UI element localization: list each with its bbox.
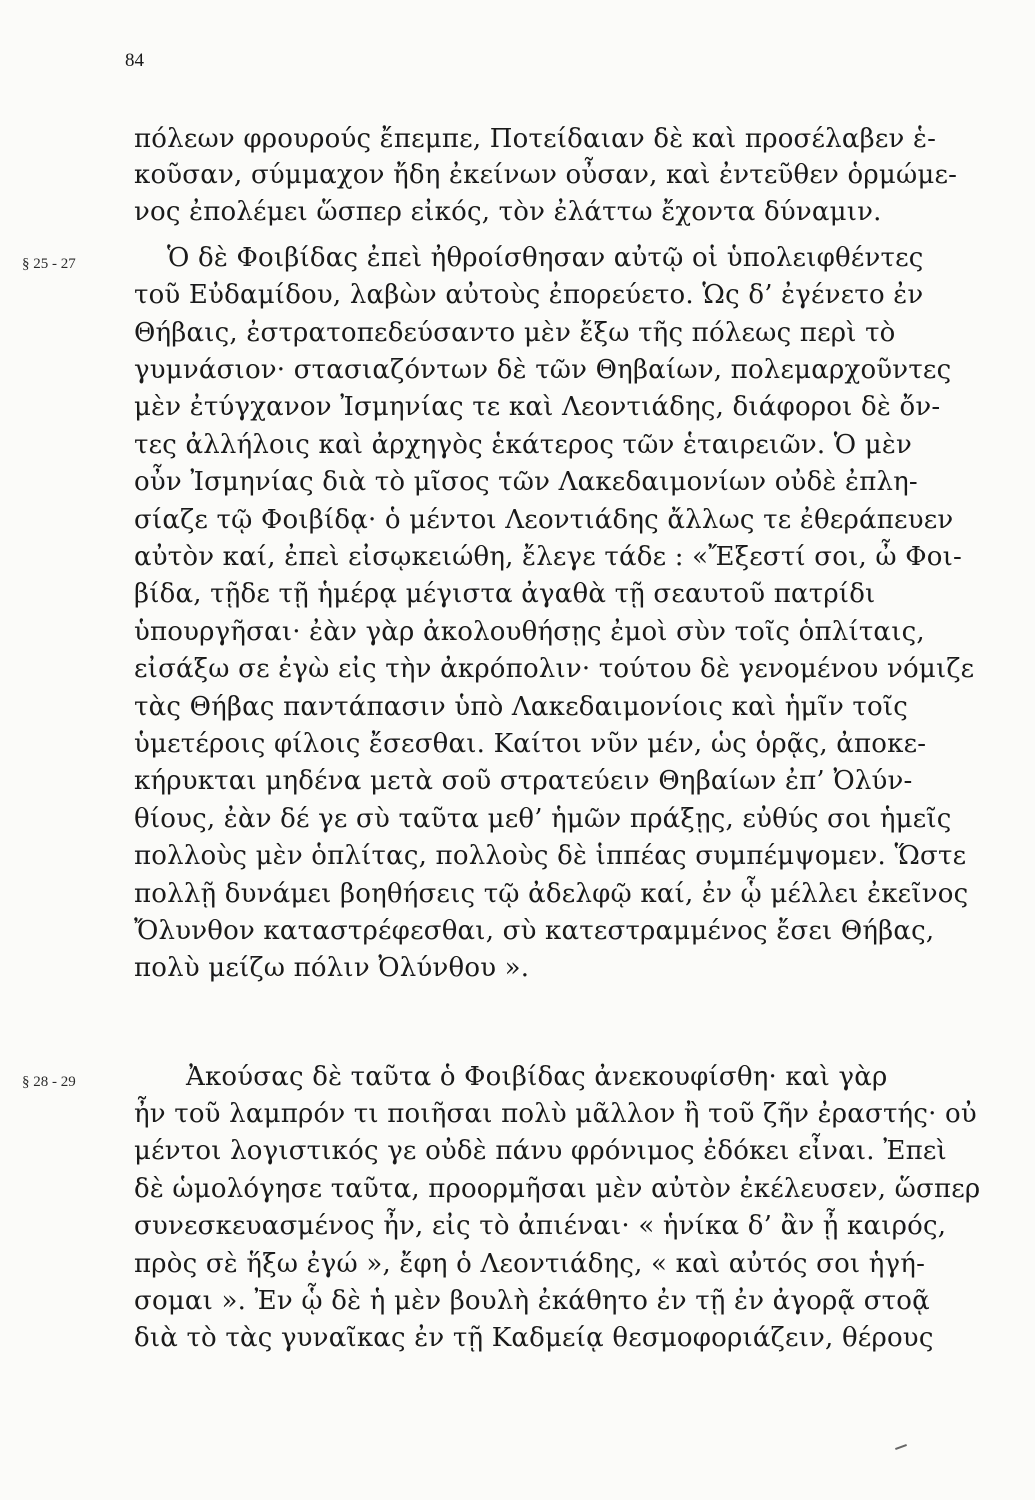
page-number: 84 [125, 50, 144, 71]
text-line: κοῦσαν, σύμμαχον ἤδη ἐκείνων οὖσαν, καὶ ἐντεῦθεν ὁρμώμε- [134, 160, 958, 190]
text-line: μὲν ἐτύγχανον Ἰσμηνίας τε καὶ Λεοντιάδης, διάφοροι δὲ ὄν- [134, 392, 941, 422]
text-line: ἦν τοῦ λαμπρόν τι ποιῆσαι πολὺ μᾶλλον ἢ τοῦ ζῆν ἐραστής· οὐ [134, 1099, 977, 1129]
text-line: πρὸς σὲ ἥξω ἐγώ », ἔφη ὁ Λεοντιάδης, « καὶ αὐτός σοι ἡγή- [134, 1249, 926, 1279]
text-line: οὖν Ἰσμηνίας διὰ τὸ μῖσος τῶν Λακεδαιμονίων οὐδὲ ἐπλη- [134, 467, 918, 497]
text-line: Ὁ δὲ Φοιβίδας ἐπεὶ ἠθροίσθησαν αὐτῷ οἱ ὑπολειφθέντες [167, 243, 924, 273]
text-line: τοῦ Εὐδαμίδου, λαβὼν αὐτοὺς ἐπορεύετο. Ὡς δ’ ἐγένετο ἐν [134, 280, 924, 310]
text-line: Θήβαις, ἐστρατοπεδεύσαντο μὲν ἔξω τῆς πόλεως περὶ τὸ [134, 318, 896, 348]
text-line: Ἀκούσας δὲ ταῦτα ὁ Φοιβίδας ἀνεκουφίσθη· καὶ γὰρ [186, 1062, 888, 1092]
text-line: θίους, ἐὰν δέ γε σὺ ταῦτα μεθ’ ἡμῶν πράξῃς, εὐθύς σοι ἡμεῖς [134, 804, 952, 834]
text-line: συνεσκευασμένος ἦν, εἰς τὸ ἀπιέναι· « ἡνίκα δ’ ἂν ᾖ καιρός, [134, 1211, 947, 1241]
text-line: γυμνάσιον· στασιαζόντων δὲ τῶν Θηβαίων, πολεμαρχοῦντες [134, 355, 952, 385]
text-line: πολλοὺς μὲν ὁπλίτας, πολλοὺς δὲ ἱππέας συμπέμψομεν. Ὥστε [134, 841, 967, 871]
text-line: τες ἀλλήλοις καὶ ἀρχηγὸς ἑκάτερος τῶν ἑταιρειῶν. Ὁ μὲν [134, 430, 913, 460]
text-line: μέντοι λογιστικός γε οὐδὲ πάνυ φρόνιμος ἐδόκει εἶναι. Ἐπεὶ [134, 1136, 947, 1166]
stray-pencil-mark [895, 1444, 907, 1450]
text-line: διὰ τὸ τὰς γυναῖκας ἐν τῇ Καδμείᾳ θεσμοφοριάζειν, θέρους [134, 1323, 934, 1353]
text-line: πολλῇ δυνάμει βοηθήσεις τῷ ἀδελφῷ καί, ἐν ᾧ μέλλει ἐκεῖνος [134, 879, 969, 909]
text-line: τὰς Θήβας παντάπασιν ὑπὸ Λακεδαιμονίοις καὶ ἡμῖν τοῖς [134, 692, 909, 722]
text-line: δὲ ὡμολόγησε ταῦτα, προορμῆσαι μὲν αὐτὸν ἐκέλευσεν, ὥσπερ [134, 1174, 981, 1204]
text-line: σίαζε τῷ Φοιβίδᾳ· ὁ μέντοι Λεοντιάδης ἄλλως τε ἐθεράπευεν [134, 505, 954, 535]
text-line: βίδα, τῇδε τῇ ἡμέρᾳ μέγιστα ἀγαθὰ τῇ σεαυτοῦ πατρίδι [134, 579, 876, 609]
text-line: πόλεων φρουρούς ἔπεμπε, Ποτείδαιαν δὲ καὶ προσέλαβεν ἑ- [134, 124, 937, 154]
text-line: νος ἐπολέμει ὥσπερ εἰκός, τὸν ἐλάττω ἔχοντα δύναμιν. [134, 197, 882, 227]
section-margin-note: § 28 - 29 [22, 1074, 76, 1090]
section-margin-note: § 25 - 27 [22, 256, 76, 272]
text-line: κήρυκται μηδένα μετὰ σοῦ στρατεύειν Θηβαίων ἐπ’ Ὀλύν- [134, 766, 913, 796]
text-line: πολὺ μείζω πόλιν Ὀλύνθου ». [134, 953, 530, 983]
text-line: εἰσάξω σε ἐγὼ εἰς τὴν ἀκρόπολιν· τούτου δὲ γενομένου νόμιζε [134, 654, 975, 684]
text-line: ὑμετέροις φίλοις ἔσεσθαι. Καίτοι νῦν μέν, ὡς ὁρᾷς, ἀποκε- [134, 729, 927, 759]
text-line: Ὄλυνθον καταστρέφεσθαι, σὺ κατεστραμμένος ἔσει Θήβας, [134, 916, 935, 946]
text-line: αὐτὸν καί, ἐπεὶ εἰσῳκειώθη, ἔλεγε τάδε : «Ἔξεστί σοι, ὦ Φοι- [134, 542, 963, 572]
text-line: ὑπουργῆσαι· ἐὰν γὰρ ἀκολουθήσῃς ἐμοὶ σὺν τοῖς ὁπλίταις, [134, 617, 925, 647]
text-line: σομαι ». Ἐν ᾧ δὲ ἡ μὲν βουλὴ ἐκάθητο ἐν τῇ ἐν ἀγορᾷ στοᾷ [134, 1286, 930, 1316]
